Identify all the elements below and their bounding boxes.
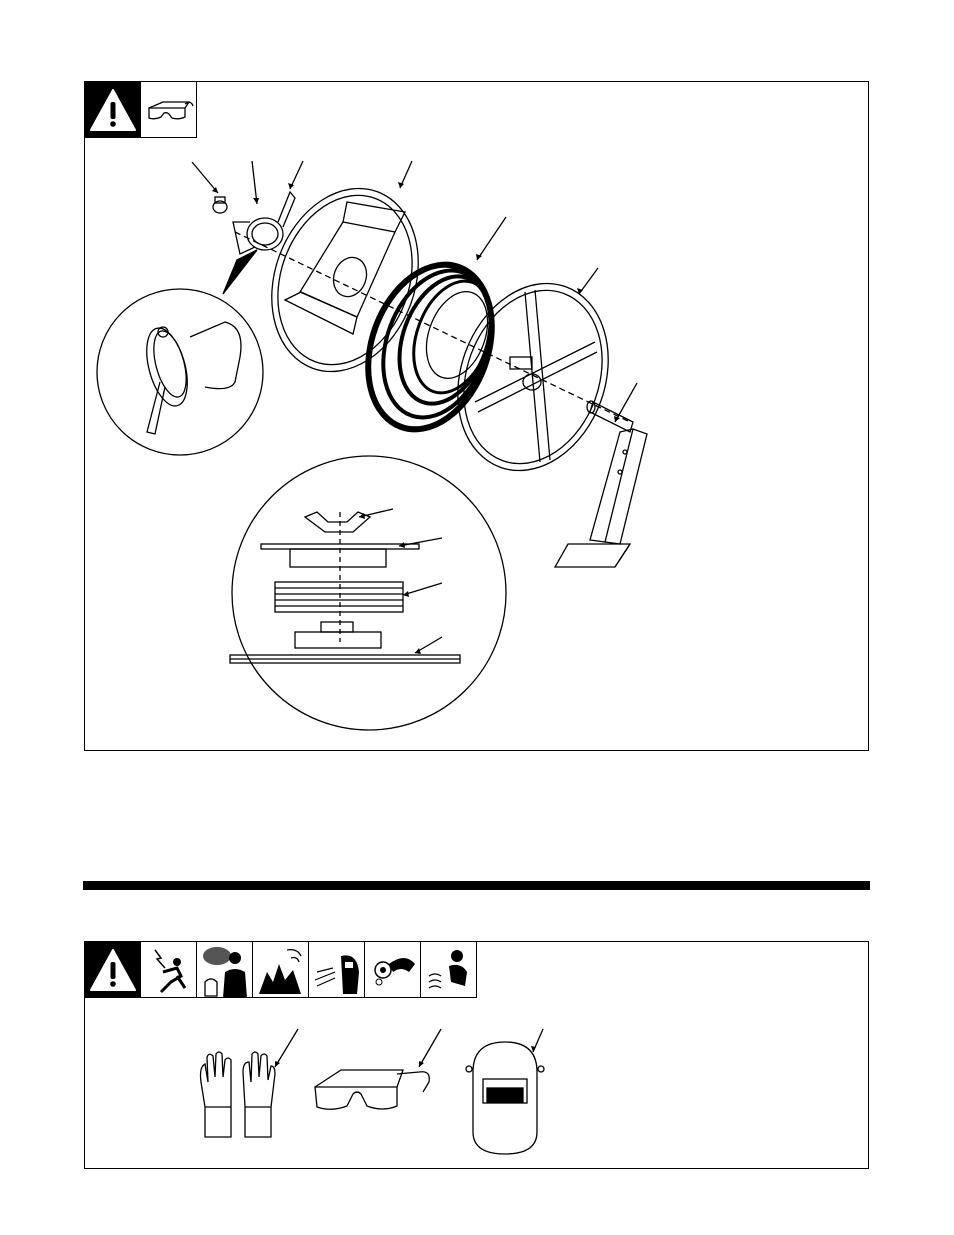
rear-flange bbox=[433, 262, 634, 492]
ppe-figure-panel bbox=[84, 941, 869, 1169]
reel-stand bbox=[555, 401, 647, 567]
reel-install-figure-panel bbox=[84, 81, 869, 751]
welding-helmet-icon bbox=[466, 1042, 544, 1154]
reel-exploded-view-diagram bbox=[85, 82, 868, 750]
retaining-ring bbox=[233, 192, 295, 254]
ring-detail-inset bbox=[97, 250, 263, 455]
welding-gloves-icon bbox=[201, 1052, 276, 1137]
safety-glasses-icon bbox=[315, 1070, 429, 1109]
wire-coil bbox=[346, 247, 513, 446]
hub-nut bbox=[213, 197, 227, 213]
ppe-diagram bbox=[85, 942, 868, 1168]
section-divider-rule bbox=[83, 881, 870, 890]
side-profile-inset bbox=[230, 456, 506, 730]
